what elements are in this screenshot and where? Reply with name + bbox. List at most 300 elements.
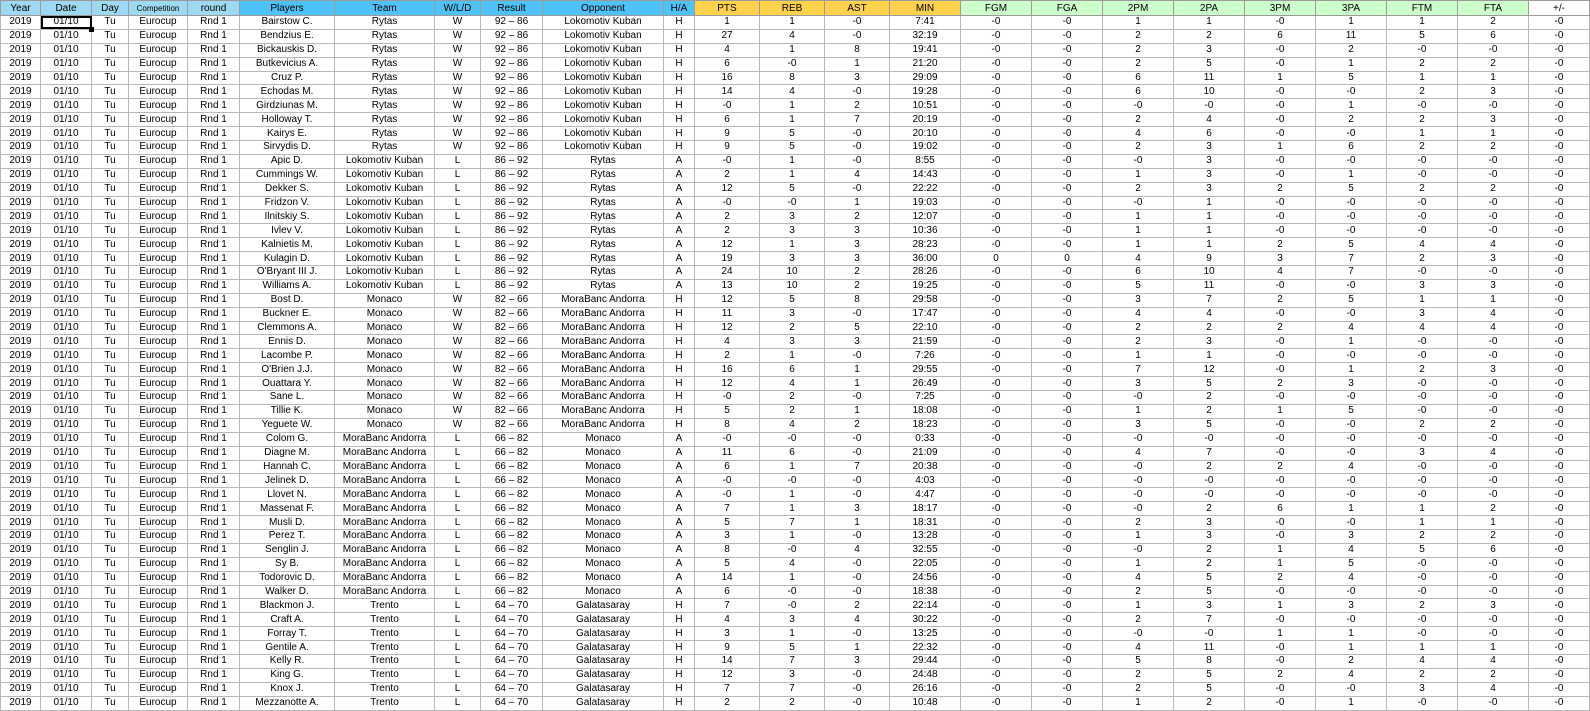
cell-ha[interactable]: A — [664, 571, 695, 585]
cell-day[interactable]: Tu — [92, 474, 129, 488]
cell-day[interactable]: Tu — [92, 196, 129, 210]
cell-p3a[interactable]: -0 — [1316, 349, 1387, 363]
cell-pts[interactable]: 4 — [695, 613, 760, 627]
cell-p3m[interactable]: -0 — [1245, 113, 1316, 127]
cell-p3a[interactable]: 5 — [1316, 182, 1387, 196]
cell-reb[interactable]: 5 — [760, 127, 825, 141]
cell-players[interactable]: Perez T. — [240, 529, 335, 543]
cell-date[interactable]: 01/10 — [41, 127, 92, 141]
cell-round[interactable]: Rnd 1 — [188, 99, 240, 113]
cell-competition[interactable]: Eurocup — [129, 43, 188, 57]
cell-reb[interactable]: 2 — [760, 391, 825, 405]
cell-players[interactable]: Massenat F. — [240, 502, 335, 516]
cell-round[interactable]: Rnd 1 — [188, 432, 240, 446]
cell-year[interactable]: 2019 — [1, 293, 41, 307]
cell-ftm[interactable]: 2 — [1387, 599, 1458, 613]
cell-p2a[interactable]: 3 — [1174, 599, 1245, 613]
cell-p3m[interactable]: 1 — [1245, 543, 1316, 557]
cell-opponent[interactable]: Galatasaray — [543, 682, 664, 696]
cell-ftm[interactable]: 2 — [1387, 141, 1458, 155]
table-row[interactable] — [1, 404, 1590, 418]
cell-pts[interactable]: 2 — [695, 696, 760, 710]
cell-day[interactable]: Tu — [92, 502, 129, 516]
cell-opponent[interactable]: Rytas — [543, 252, 664, 266]
column-header-fga[interactable]: FGA — [1032, 1, 1103, 16]
cell-round[interactable]: Rnd 1 — [188, 613, 240, 627]
cell-year[interactable]: 2019 — [1, 57, 41, 71]
cell-p3m[interactable]: -0 — [1245, 210, 1316, 224]
cell-fta[interactable]: -0 — [1458, 557, 1529, 571]
cell-min[interactable]: 10:36 — [890, 224, 961, 238]
cell-players[interactable]: Holloway T. — [240, 113, 335, 127]
cell-min[interactable]: 22:32 — [890, 641, 961, 655]
cell-team[interactable]: MoraBanc Andorra — [335, 446, 435, 460]
cell-p2a[interactable]: 2 — [1174, 404, 1245, 418]
cell-date[interactable]: 01/10 — [41, 502, 92, 516]
cell-pts[interactable]: 6 — [695, 113, 760, 127]
cell-p2m[interactable]: 4 — [1103, 641, 1174, 655]
cell-min[interactable]: 13:25 — [890, 627, 961, 641]
cell-pts[interactable]: 12 — [695, 182, 760, 196]
cell-ha[interactable]: H — [664, 377, 695, 391]
cell-wld[interactable]: W — [435, 349, 481, 363]
cell-competition[interactable]: Eurocup — [129, 613, 188, 627]
cell-date[interactable]: 01/10 — [41, 279, 92, 293]
cell-ha[interactable]: A — [664, 474, 695, 488]
cell-ftm[interactable]: 2 — [1387, 57, 1458, 71]
cell-fta[interactable]: -0 — [1458, 474, 1529, 488]
cell-ast[interactable]: 2 — [825, 599, 890, 613]
cell-result[interactable]: 64 – 70 — [481, 641, 543, 655]
cell-p2a[interactable]: 1 — [1174, 210, 1245, 224]
cell-opponent[interactable]: Lokomotiv Kuban — [543, 141, 664, 155]
column-header-p2m[interactable]: 2PM — [1103, 1, 1174, 16]
cell-pts[interactable]: 6 — [695, 57, 760, 71]
cell-opponent[interactable]: Galatasaray — [543, 613, 664, 627]
cell-players[interactable]: Craft A. — [240, 613, 335, 627]
cell-ftm[interactable]: 3 — [1387, 446, 1458, 460]
cell-p3a[interactable]: 1 — [1316, 641, 1387, 655]
cell-ha[interactable]: H — [664, 127, 695, 141]
cell-competition[interactable]: Eurocup — [129, 404, 188, 418]
cell-ha[interactable]: H — [664, 654, 695, 668]
cell-result[interactable]: 66 – 82 — [481, 516, 543, 530]
cell-day[interactable]: Tu — [92, 627, 129, 641]
cell-fga[interactable]: -0 — [1032, 238, 1103, 252]
cell-pm[interactable]: -0 — [1529, 266, 1590, 280]
cell-date[interactable]: 01/10 — [41, 474, 92, 488]
cell-ftm[interactable]: -0 — [1387, 613, 1458, 627]
cell-team[interactable]: Monaco — [335, 418, 435, 432]
cell-ha[interactable]: H — [664, 141, 695, 155]
cell-date[interactable]: 01/10 — [41, 168, 92, 182]
cell-opponent[interactable]: Rytas — [543, 210, 664, 224]
cell-reb[interactable]: 5 — [760, 182, 825, 196]
cell-competition[interactable]: Eurocup — [129, 391, 188, 405]
cell-team[interactable]: Lokomotiv Kuban — [335, 154, 435, 168]
cell-team[interactable]: Lokomotiv Kuban — [335, 224, 435, 238]
cell-fga[interactable]: -0 — [1032, 293, 1103, 307]
table-row[interactable] — [1, 182, 1590, 196]
cell-fga[interactable]: -0 — [1032, 377, 1103, 391]
column-header-wld[interactable]: W/L/D — [435, 1, 481, 16]
cell-ast[interactable]: -0 — [825, 182, 890, 196]
cell-p2a[interactable]: 7 — [1174, 446, 1245, 460]
cell-fta[interactable]: 3 — [1458, 363, 1529, 377]
cell-team[interactable]: Lokomotiv Kuban — [335, 266, 435, 280]
cell-ha[interactable]: A — [664, 557, 695, 571]
cell-players[interactable]: Apic D. — [240, 154, 335, 168]
cell-ftm[interactable]: 1 — [1387, 127, 1458, 141]
cell-round[interactable]: Rnd 1 — [188, 29, 240, 43]
cell-fga[interactable]: -0 — [1032, 696, 1103, 710]
cell-players[interactable]: Sane L. — [240, 391, 335, 405]
cell-pts[interactable]: 12 — [695, 293, 760, 307]
cell-wld[interactable]: L — [435, 654, 481, 668]
cell-p3a[interactable]: -0 — [1316, 307, 1387, 321]
cell-pm[interactable]: -0 — [1529, 252, 1590, 266]
cell-fgm[interactable]: -0 — [961, 488, 1032, 502]
cell-fta[interactable]: 4 — [1458, 321, 1529, 335]
cell-day[interactable]: Tu — [92, 613, 129, 627]
cell-ast[interactable]: -0 — [825, 557, 890, 571]
cell-wld[interactable]: W — [435, 113, 481, 127]
cell-pts[interactable]: -0 — [695, 196, 760, 210]
cell-day[interactable]: Tu — [92, 696, 129, 710]
cell-p2m[interactable]: 5 — [1103, 279, 1174, 293]
cell-reb[interactable]: 4 — [760, 418, 825, 432]
cell-fgm[interactable]: -0 — [961, 85, 1032, 99]
cell-p2m[interactable]: 3 — [1103, 293, 1174, 307]
cell-players[interactable]: Blackmon J. — [240, 599, 335, 613]
cell-reb[interactable]: -0 — [760, 585, 825, 599]
cell-result[interactable]: 82 – 66 — [481, 363, 543, 377]
cell-year[interactable]: 2019 — [1, 557, 41, 571]
cell-fga[interactable]: -0 — [1032, 391, 1103, 405]
cell-team[interactable]: MoraBanc Andorra — [335, 432, 435, 446]
cell-day[interactable]: Tu — [92, 182, 129, 196]
cell-pts[interactable]: 4 — [695, 43, 760, 57]
cell-p2a[interactable]: 2 — [1174, 391, 1245, 405]
cell-fga[interactable]: -0 — [1032, 502, 1103, 516]
cell-wld[interactable]: L — [435, 696, 481, 710]
cell-p2a[interactable]: 3 — [1174, 168, 1245, 182]
cell-pts[interactable]: -0 — [695, 99, 760, 113]
cell-p3a[interactable]: 5 — [1316, 238, 1387, 252]
column-header-team[interactable]: Team — [335, 1, 435, 16]
cell-p2a[interactable]: 2 — [1174, 502, 1245, 516]
cell-fgm[interactable]: -0 — [961, 224, 1032, 238]
cell-fta[interactable]: -0 — [1458, 627, 1529, 641]
cell-pm[interactable]: -0 — [1529, 391, 1590, 405]
cell-fta[interactable]: -0 — [1458, 571, 1529, 585]
cell-date[interactable]: 01/10 — [41, 182, 92, 196]
cell-ast[interactable]: 3 — [825, 252, 890, 266]
cell-pm[interactable]: -0 — [1529, 488, 1590, 502]
cell-opponent[interactable]: Monaco — [543, 432, 664, 446]
cell-p3a[interactable]: 6 — [1316, 141, 1387, 155]
cell-ast[interactable]: 3 — [825, 654, 890, 668]
cell-wld[interactable]: L — [435, 238, 481, 252]
cell-p3m[interactable]: -0 — [1245, 57, 1316, 71]
cell-fga[interactable]: -0 — [1032, 557, 1103, 571]
cell-date[interactable]: 01/10 — [41, 543, 92, 557]
cell-p2m[interactable]: 4 — [1103, 307, 1174, 321]
column-header-reb[interactable]: REB — [760, 1, 825, 16]
cell-p2a[interactable]: 3 — [1174, 529, 1245, 543]
cell-result[interactable]: 92 – 86 — [481, 29, 543, 43]
cell-opponent[interactable]: Monaco — [543, 543, 664, 557]
cell-wld[interactable]: W — [435, 16, 481, 30]
cell-ha[interactable]: H — [664, 349, 695, 363]
cell-ast[interactable]: -0 — [825, 682, 890, 696]
cell-opponent[interactable]: Rytas — [543, 238, 664, 252]
cell-ast[interactable]: -0 — [825, 127, 890, 141]
cell-opponent[interactable]: Rytas — [543, 279, 664, 293]
cell-competition[interactable]: Eurocup — [129, 321, 188, 335]
cell-pts[interactable]: 9 — [695, 641, 760, 655]
cell-min[interactable]: 29:44 — [890, 654, 961, 668]
cell-players[interactable]: Ouattara Y. — [240, 377, 335, 391]
cell-ha[interactable]: A — [664, 168, 695, 182]
cell-result[interactable]: 92 – 86 — [481, 43, 543, 57]
cell-p2m[interactable]: -0 — [1103, 474, 1174, 488]
cell-ast[interactable]: 5 — [825, 321, 890, 335]
cell-opponent[interactable]: Galatasaray — [543, 654, 664, 668]
cell-pts[interactable]: 3 — [695, 627, 760, 641]
cell-reb[interactable]: 3 — [760, 668, 825, 682]
cell-result[interactable]: 86 – 92 — [481, 252, 543, 266]
cell-opponent[interactable]: Galatasaray — [543, 599, 664, 613]
cell-fta[interactable]: 3 — [1458, 113, 1529, 127]
cell-pts[interactable]: -0 — [695, 391, 760, 405]
cell-ha[interactable]: A — [664, 196, 695, 210]
cell-fgm[interactable]: -0 — [961, 377, 1032, 391]
cell-fga[interactable]: -0 — [1032, 654, 1103, 668]
cell-reb[interactable]: 1 — [760, 16, 825, 30]
cell-pm[interactable]: -0 — [1529, 432, 1590, 446]
cell-ast[interactable]: 2 — [825, 266, 890, 280]
cell-day[interactable]: Tu — [92, 252, 129, 266]
cell-p3m[interactable]: -0 — [1245, 279, 1316, 293]
cell-fta[interactable]: -0 — [1458, 585, 1529, 599]
cell-opponent[interactable]: MoraBanc Andorra — [543, 293, 664, 307]
cell-competition[interactable]: Eurocup — [129, 654, 188, 668]
cell-opponent[interactable]: Monaco — [543, 516, 664, 530]
cell-reb[interactable]: 3 — [760, 224, 825, 238]
cell-opponent[interactable]: MoraBanc Andorra — [543, 349, 664, 363]
cell-ha[interactable]: A — [664, 529, 695, 543]
cell-day[interactable]: Tu — [92, 529, 129, 543]
table-row[interactable] — [1, 43, 1590, 57]
cell-ast[interactable]: 2 — [825, 279, 890, 293]
cell-min[interactable]: 7:41 — [890, 16, 961, 30]
cell-min[interactable]: 29:55 — [890, 363, 961, 377]
cell-p3m[interactable]: 2 — [1245, 668, 1316, 682]
cell-p3a[interactable]: 4 — [1316, 543, 1387, 557]
cell-ftm[interactable]: -0 — [1387, 460, 1458, 474]
cell-team[interactable]: Monaco — [335, 363, 435, 377]
cell-date[interactable]: 01/10 — [41, 571, 92, 585]
cell-pm[interactable]: -0 — [1529, 43, 1590, 57]
cell-players[interactable]: Dekker S. — [240, 182, 335, 196]
cell-pm[interactable]: -0 — [1529, 571, 1590, 585]
cell-wld[interactable]: W — [435, 321, 481, 335]
cell-p2a[interactable]: 2 — [1174, 460, 1245, 474]
cell-team[interactable]: Rytas — [335, 16, 435, 30]
cell-fga[interactable]: -0 — [1032, 363, 1103, 377]
cell-reb[interactable]: 1 — [760, 238, 825, 252]
cell-date[interactable]: 01/10 — [41, 293, 92, 307]
cell-reb[interactable]: 7 — [760, 516, 825, 530]
cell-wld[interactable]: L — [435, 252, 481, 266]
cell-ftm[interactable]: 4 — [1387, 654, 1458, 668]
table-row[interactable] — [1, 57, 1590, 71]
cell-p2m[interactable]: -0 — [1103, 460, 1174, 474]
cell-opponent[interactable]: Lokomotiv Kuban — [543, 16, 664, 30]
cell-ast[interactable]: 8 — [825, 43, 890, 57]
cell-p2m[interactable]: 4 — [1103, 446, 1174, 460]
cell-year[interactable]: 2019 — [1, 154, 41, 168]
cell-result[interactable]: 82 – 66 — [481, 404, 543, 418]
cell-ha[interactable]: A — [664, 279, 695, 293]
cell-p3a[interactable]: -0 — [1316, 224, 1387, 238]
cell-wld[interactable]: W — [435, 404, 481, 418]
cell-pts[interactable]: 7 — [695, 682, 760, 696]
table-row[interactable] — [1, 488, 1590, 502]
cell-reb[interactable]: 3 — [760, 307, 825, 321]
cell-ftm[interactable]: -0 — [1387, 224, 1458, 238]
cell-result[interactable]: 64 – 70 — [481, 613, 543, 627]
cell-wld[interactable]: W — [435, 377, 481, 391]
cell-competition[interactable]: Eurocup — [129, 210, 188, 224]
cell-year[interactable]: 2019 — [1, 654, 41, 668]
cell-min[interactable]: 19:28 — [890, 85, 961, 99]
cell-fgm[interactable]: -0 — [961, 71, 1032, 85]
cell-pm[interactable]: -0 — [1529, 307, 1590, 321]
cell-ast[interactable]: 1 — [825, 516, 890, 530]
cell-wld[interactable]: L — [435, 266, 481, 280]
cell-p3m[interactable]: -0 — [1245, 529, 1316, 543]
column-header-players[interactable]: Players — [240, 1, 335, 16]
table-row[interactable] — [1, 571, 1590, 585]
cell-fta[interactable]: -0 — [1458, 168, 1529, 182]
cell-wld[interactable]: L — [435, 168, 481, 182]
cell-date[interactable]: 01/10 — [41, 682, 92, 696]
cell-fta[interactable]: 1 — [1458, 293, 1529, 307]
cell-min[interactable]: 7:25 — [890, 391, 961, 405]
cell-result[interactable]: 66 – 82 — [481, 474, 543, 488]
cell-competition[interactable]: Eurocup — [129, 599, 188, 613]
cell-players[interactable]: Cummings W. — [240, 168, 335, 182]
cell-round[interactable]: Rnd 1 — [188, 168, 240, 182]
cell-round[interactable]: Rnd 1 — [188, 502, 240, 516]
cell-wld[interactable]: L — [435, 196, 481, 210]
table-row[interactable] — [1, 113, 1590, 127]
cell-opponent[interactable]: Galatasaray — [543, 696, 664, 710]
cell-round[interactable]: Rnd 1 — [188, 391, 240, 405]
cell-fgm[interactable]: -0 — [961, 279, 1032, 293]
cell-p3a[interactable]: -0 — [1316, 279, 1387, 293]
cell-fta[interactable]: -0 — [1458, 335, 1529, 349]
cell-min[interactable]: 14:43 — [890, 168, 961, 182]
cell-team[interactable]: Trento — [335, 599, 435, 613]
cell-opponent[interactable]: Monaco — [543, 460, 664, 474]
cell-pm[interactable]: -0 — [1529, 293, 1590, 307]
cell-result[interactable]: 92 – 86 — [481, 141, 543, 155]
cell-pm[interactable]: -0 — [1529, 141, 1590, 155]
cell-players[interactable]: Yeguete W. — [240, 418, 335, 432]
cell-date[interactable]: 01/10 — [41, 85, 92, 99]
cell-p3m[interactable]: -0 — [1245, 196, 1316, 210]
cell-ha[interactable]: A — [664, 432, 695, 446]
cell-round[interactable]: Rnd 1 — [188, 252, 240, 266]
cell-ftm[interactable]: 2 — [1387, 668, 1458, 682]
cell-ftm[interactable]: 1 — [1387, 502, 1458, 516]
cell-ast[interactable]: -0 — [825, 696, 890, 710]
cell-pm[interactable]: -0 — [1529, 404, 1590, 418]
cell-year[interactable]: 2019 — [1, 641, 41, 655]
cell-year[interactable]: 2019 — [1, 349, 41, 363]
cell-reb[interactable]: -0 — [760, 599, 825, 613]
cell-ast[interactable]: -0 — [825, 668, 890, 682]
cell-competition[interactable]: Eurocup — [129, 502, 188, 516]
cell-fga[interactable]: -0 — [1032, 279, 1103, 293]
cell-pts[interactable]: 9 — [695, 141, 760, 155]
cell-opponent[interactable]: Rytas — [543, 154, 664, 168]
cell-day[interactable]: Tu — [92, 557, 129, 571]
cell-min[interactable]: 32:19 — [890, 29, 961, 43]
cell-p3m[interactable]: 1 — [1245, 627, 1316, 641]
cell-min[interactable]: 20:38 — [890, 460, 961, 474]
cell-team[interactable]: MoraBanc Andorra — [335, 502, 435, 516]
cell-day[interactable]: Tu — [92, 266, 129, 280]
cell-year[interactable]: 2019 — [1, 529, 41, 543]
cell-date[interactable]: 01/10 — [41, 99, 92, 113]
cell-reb[interactable]: 1 — [760, 43, 825, 57]
cell-fgm[interactable]: -0 — [961, 641, 1032, 655]
cell-year[interactable]: 2019 — [1, 446, 41, 460]
cell-reb[interactable]: 2 — [760, 696, 825, 710]
cell-ha[interactable]: H — [664, 16, 695, 30]
cell-p3m[interactable]: -0 — [1245, 335, 1316, 349]
cell-result[interactable]: 66 – 82 — [481, 585, 543, 599]
cell-ftm[interactable]: 1 — [1387, 641, 1458, 655]
cell-opponent[interactable]: Monaco — [543, 585, 664, 599]
cell-ha[interactable]: H — [664, 43, 695, 57]
table-row[interactable] — [1, 266, 1590, 280]
cell-pm[interactable]: -0 — [1529, 641, 1590, 655]
cell-p3m[interactable]: 2 — [1245, 238, 1316, 252]
cell-competition[interactable]: Eurocup — [129, 529, 188, 543]
cell-min[interactable]: 19:02 — [890, 141, 961, 155]
cell-pts[interactable]: 12 — [695, 238, 760, 252]
cell-reb[interactable]: 4 — [760, 85, 825, 99]
cell-min[interactable]: 8:55 — [890, 154, 961, 168]
cell-opponent[interactable]: MoraBanc Andorra — [543, 307, 664, 321]
cell-min[interactable]: 22:10 — [890, 321, 961, 335]
cell-p3a[interactable]: 3 — [1316, 377, 1387, 391]
cell-players[interactable]: Williams A. — [240, 279, 335, 293]
cell-date[interactable]: 01/10 — [41, 641, 92, 655]
cell-fgm[interactable]: -0 — [961, 696, 1032, 710]
cell-pts[interactable]: 2 — [695, 210, 760, 224]
cell-pts[interactable]: -0 — [695, 474, 760, 488]
cell-p2m[interactable]: 4 — [1103, 127, 1174, 141]
cell-ast[interactable]: -0 — [825, 571, 890, 585]
cell-p2m[interactable]: 1 — [1103, 696, 1174, 710]
cell-fga[interactable]: -0 — [1032, 446, 1103, 460]
